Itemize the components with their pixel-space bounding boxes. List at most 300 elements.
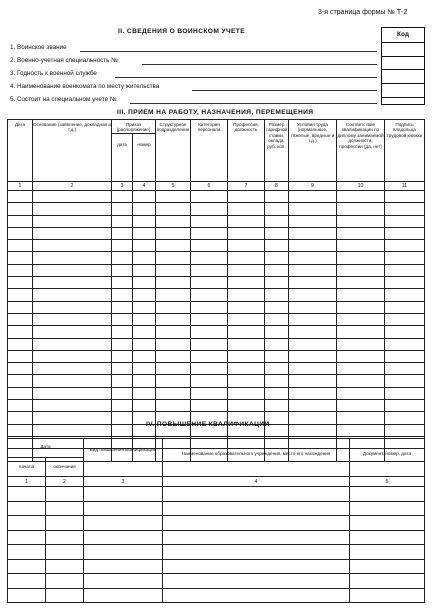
emp-entry-cell xyxy=(385,289,425,301)
emp-entry-cell xyxy=(8,289,33,301)
tr-table-row xyxy=(8,516,425,531)
emp-entry-cell xyxy=(133,375,156,387)
tr-entry-cell xyxy=(8,501,46,516)
emp-entry-cell xyxy=(385,350,425,362)
emp-entry-cell xyxy=(133,215,156,227)
emp-entry-cell xyxy=(33,289,112,301)
emp-entry-cell xyxy=(191,215,228,227)
emp-entry-cell xyxy=(265,277,289,289)
tr-table-row xyxy=(8,487,425,502)
emp-entry-cell xyxy=(265,240,289,252)
tr-entry-cell xyxy=(8,545,46,560)
emp-entry-cell xyxy=(385,375,425,387)
emp-column-number: 1 xyxy=(8,182,33,191)
tr-table-row xyxy=(8,545,425,560)
tr-entry-cell xyxy=(46,545,84,560)
emp-entry-cell xyxy=(289,338,337,350)
emp-column-number: 8 xyxy=(265,182,289,191)
tr-column-number: 2 xyxy=(46,477,84,487)
tr-entry-cell xyxy=(350,588,425,603)
emp-table-row xyxy=(8,350,425,362)
emp-entry-cell xyxy=(228,277,265,289)
emp-entry-cell xyxy=(33,240,112,252)
emp-entry-cell xyxy=(156,252,191,264)
emp-entry-cell xyxy=(33,301,112,313)
emp-table-row xyxy=(8,338,425,350)
emp-header-basis: Основание (заявление, докладная и т.д.) xyxy=(33,120,112,182)
emp-entry-cell xyxy=(265,375,289,387)
emp-entry-cell xyxy=(8,203,33,215)
tr-entry-cell xyxy=(350,559,425,574)
emp-entry-cell xyxy=(8,301,33,313)
emp-entry-cell xyxy=(8,313,33,325)
code-cell xyxy=(382,57,424,71)
emp-entry-cell xyxy=(191,203,228,215)
emp-entry-cell xyxy=(337,301,385,313)
emp-entry-cell xyxy=(265,387,289,399)
tr-header-end: окончания xyxy=(46,458,84,477)
emp-table-row xyxy=(8,313,425,325)
emp-column-number: 2 xyxy=(33,182,112,191)
emp-table-row xyxy=(8,215,425,227)
emp-entry-cell xyxy=(337,375,385,387)
emp-entry-cell xyxy=(133,313,156,325)
emp-entry-cell xyxy=(156,264,191,276)
emp-table-row xyxy=(8,375,425,387)
emp-entry-cell xyxy=(112,191,133,203)
emp-entry-cell xyxy=(228,375,265,387)
military-rank-label: 1. Воинское звание xyxy=(10,44,67,51)
tr-entry-cell xyxy=(46,588,84,603)
emp-entry-cell xyxy=(156,375,191,387)
emp-column-number: 6 xyxy=(191,182,228,191)
tr-column-number: 1 xyxy=(8,477,46,487)
emp-entry-cell xyxy=(133,387,156,399)
emp-entry-cell xyxy=(156,387,191,399)
emp-entry-cell xyxy=(289,375,337,387)
emp-entry-cell xyxy=(265,313,289,325)
emp-entry-cell xyxy=(8,215,33,227)
military-specialty-line xyxy=(142,64,377,65)
emp-entry-cell xyxy=(33,375,112,387)
emp-entry-cell xyxy=(289,227,337,239)
emp-entry-cell xyxy=(385,313,425,325)
emp-entry-cell xyxy=(337,326,385,338)
emp-entry-cell xyxy=(337,387,385,399)
emp-entry-cell xyxy=(8,191,33,203)
emp-table-row xyxy=(8,326,425,338)
emp-entry-cell xyxy=(191,350,228,362)
emp-entry-cell xyxy=(112,363,133,375)
emp-table-row xyxy=(8,289,425,301)
emp-entry-cell xyxy=(191,227,228,239)
emp-entry-cell xyxy=(133,264,156,276)
emp-entry-cell xyxy=(265,264,289,276)
emp-entry-cell xyxy=(228,240,265,252)
emp-entry-cell xyxy=(8,387,33,399)
tr-column-number: 5 xyxy=(350,477,425,487)
emp-entry-cell xyxy=(289,252,337,264)
tr-entry-cell xyxy=(84,559,163,574)
emp-entry-cell xyxy=(112,424,133,436)
emp-entry-cell xyxy=(265,289,289,301)
emp-header-conditions: Условия труда (нормальные, тяжелые, вредные и т.д.) xyxy=(289,120,337,182)
emp-entry-cell xyxy=(133,240,156,252)
emp-entry-cell xyxy=(112,277,133,289)
emp-entry-cell xyxy=(33,215,112,227)
emp-entry-cell xyxy=(112,240,133,252)
emp-column-number: 10 xyxy=(337,182,385,191)
emp-entry-cell xyxy=(133,203,156,215)
emp-entry-cell xyxy=(337,400,385,412)
emp-entry-cell xyxy=(337,363,385,375)
emp-entry-cell xyxy=(133,350,156,362)
emp-entry-cell xyxy=(337,203,385,215)
emp-entry-cell xyxy=(112,350,133,362)
tr-entry-cell xyxy=(84,516,163,531)
tr-table-row xyxy=(8,559,425,574)
emp-entry-cell xyxy=(228,252,265,264)
emp-column-number: 7 xyxy=(228,182,265,191)
emp-entry-cell xyxy=(33,264,112,276)
tr-entry-cell xyxy=(46,530,84,545)
emp-entry-cell xyxy=(289,264,337,276)
emp-entry-cell xyxy=(191,400,228,412)
emp-entry-cell xyxy=(191,277,228,289)
emp-entry-cell xyxy=(337,252,385,264)
emp-entry-cell xyxy=(191,252,228,264)
emp-entry-cell xyxy=(337,350,385,362)
emp-entry-cell xyxy=(337,191,385,203)
emp-entry-cell xyxy=(156,313,191,325)
emp-entry-cell xyxy=(228,264,265,276)
emp-entry-cell xyxy=(156,240,191,252)
emp-entry-cell xyxy=(337,227,385,239)
emp-entry-cell xyxy=(133,338,156,350)
employment-section-title: III. ПРИЕМ НА РАБОТУ, НАЗНАЧЕНИЯ, ПЕРЕМЕЩЕНИЯ xyxy=(117,109,314,116)
emp-entry-cell xyxy=(191,313,228,325)
emp-entry-cell xyxy=(191,191,228,203)
emp-entry-cell xyxy=(156,191,191,203)
emp-entry-cell xyxy=(385,264,425,276)
tr-entry-cell xyxy=(350,545,425,560)
emp-entry-cell xyxy=(289,203,337,215)
tr-entry-cell xyxy=(46,574,84,589)
tr-header-start: начала xyxy=(8,458,46,477)
emp-header-order-date: дата xyxy=(112,134,133,182)
emp-entry-cell xyxy=(265,215,289,227)
emp-entry-cell xyxy=(8,375,33,387)
emp-entry-cell xyxy=(265,350,289,362)
emp-table-row xyxy=(8,277,425,289)
emp-entry-cell xyxy=(33,191,112,203)
tr-column-number: 3 xyxy=(84,477,163,487)
tr-entry-cell xyxy=(8,516,46,531)
military-special-registry-line xyxy=(130,103,377,104)
emp-entry-cell xyxy=(385,338,425,350)
emp-table-row xyxy=(8,363,425,375)
tr-entry-cell xyxy=(8,559,46,574)
emp-entry-cell xyxy=(228,301,265,313)
emp-entry-cell xyxy=(337,277,385,289)
emp-entry-cell xyxy=(33,363,112,375)
military-fitness-label: 3. Годность к военной службе xyxy=(10,70,97,77)
tr-entry-cell xyxy=(84,530,163,545)
code-cell xyxy=(382,98,424,111)
emp-column-number: 3 xyxy=(112,182,133,191)
emp-entry-cell xyxy=(228,289,265,301)
code-cell xyxy=(382,43,424,57)
tr-table-row xyxy=(8,588,425,603)
emp-entry-cell xyxy=(133,363,156,375)
emp-entry-cell xyxy=(8,252,33,264)
tr-entry-cell xyxy=(8,574,46,589)
emp-entry-cell xyxy=(133,227,156,239)
tr-entry-cell xyxy=(8,530,46,545)
emp-entry-cell xyxy=(8,424,33,436)
military-office-line xyxy=(192,90,377,91)
emp-entry-cell xyxy=(337,338,385,350)
emp-table-row xyxy=(8,191,425,203)
emp-entry-cell xyxy=(33,203,112,215)
emp-entry-cell xyxy=(191,264,228,276)
tr-entry-cell xyxy=(350,530,425,545)
emp-entry-cell xyxy=(133,301,156,313)
emp-entry-cell xyxy=(385,301,425,313)
emp-entry-cell xyxy=(133,191,156,203)
emp-entry-cell xyxy=(156,350,191,362)
emp-entry-cell xyxy=(265,252,289,264)
emp-table-row xyxy=(8,387,425,399)
tr-entry-cell xyxy=(46,501,84,516)
military-special-registry-label: 5. Состоит на специальном учете № xyxy=(10,96,117,103)
emp-column-number: 4 xyxy=(133,182,156,191)
emp-entry-cell xyxy=(8,363,33,375)
emp-entry-cell xyxy=(337,215,385,227)
emp-entry-cell xyxy=(112,313,133,325)
military-section-title: II. СВЕДЕНИЯ О ВОИНСКОМ УЧЕТЕ xyxy=(118,28,246,35)
emp-entry-cell xyxy=(265,227,289,239)
emp-entry-cell xyxy=(156,400,191,412)
emp-entry-cell xyxy=(337,240,385,252)
emp-entry-cell xyxy=(265,400,289,412)
emp-entry-cell xyxy=(337,264,385,276)
emp-entry-cell xyxy=(385,277,425,289)
tr-entry-cell xyxy=(163,545,350,560)
emp-table-row xyxy=(8,252,425,264)
employment-table xyxy=(7,119,425,462)
military-fitness-line xyxy=(115,77,377,78)
emp-column-number: 11 xyxy=(385,182,425,191)
tr-entry-cell xyxy=(163,574,350,589)
emp-header-signature: Подпись владельца трудовой книжки xyxy=(385,120,425,182)
emp-entry-cell xyxy=(228,227,265,239)
tr-table-row xyxy=(8,501,425,516)
emp-table-row xyxy=(8,301,425,313)
emp-entry-cell xyxy=(385,424,425,436)
emp-entry-cell xyxy=(265,301,289,313)
page-reference: 3-я страница формы № Т-2 xyxy=(318,9,408,16)
emp-entry-cell xyxy=(112,301,133,313)
emp-entry-cell xyxy=(289,363,337,375)
emp-entry-cell xyxy=(112,338,133,350)
tr-header-date: Дата xyxy=(8,439,84,458)
emp-entry-cell xyxy=(8,412,33,424)
emp-entry-cell xyxy=(33,387,112,399)
emp-entry-cell xyxy=(228,387,265,399)
emp-header-unit: Структурное подразделение xyxy=(156,120,191,182)
military-office-label: 4. Наименование военкомата по месту жительства xyxy=(10,83,160,90)
emp-entry-cell xyxy=(289,301,337,313)
tr-entry-cell xyxy=(46,516,84,531)
emp-entry-cell xyxy=(133,289,156,301)
emp-entry-cell xyxy=(8,350,33,362)
emp-entry-cell xyxy=(8,400,33,412)
emp-header-rate: Размер тарифной ставки, оклада, руб. коп. xyxy=(265,120,289,182)
emp-entry-cell xyxy=(33,350,112,362)
emp-entry-cell xyxy=(8,264,33,276)
military-specialty-label: 2. Военно-учетная специальность № xyxy=(10,57,118,64)
emp-entry-cell xyxy=(337,412,385,424)
tr-entry-cell xyxy=(350,516,425,531)
emp-entry-cell xyxy=(112,289,133,301)
tr-entry-cell xyxy=(163,516,350,531)
emp-table-row xyxy=(8,264,425,276)
tr-entry-cell xyxy=(8,487,46,502)
emp-entry-cell xyxy=(133,400,156,412)
emp-entry-cell xyxy=(385,191,425,203)
emp-entry-cell xyxy=(265,191,289,203)
emp-entry-cell xyxy=(228,350,265,362)
tr-entry-cell xyxy=(350,501,425,516)
emp-entry-cell xyxy=(337,313,385,325)
emp-entry-cell xyxy=(289,350,337,362)
emp-entry-cell xyxy=(112,215,133,227)
emp-entry-cell xyxy=(289,240,337,252)
emp-entry-cell xyxy=(289,313,337,325)
code-cell xyxy=(382,84,424,98)
emp-entry-cell xyxy=(289,215,337,227)
emp-entry-cell xyxy=(112,203,133,215)
tr-entry-cell xyxy=(163,487,350,502)
emp-entry-cell xyxy=(289,424,337,436)
tr-entry-cell xyxy=(84,545,163,560)
emp-entry-cell xyxy=(33,252,112,264)
emp-entry-cell xyxy=(191,375,228,387)
code-cell xyxy=(382,70,424,84)
emp-entry-cell xyxy=(289,412,337,424)
emp-entry-cell xyxy=(191,363,228,375)
emp-entry-cell xyxy=(133,277,156,289)
emp-entry-cell xyxy=(385,215,425,227)
emp-table-row xyxy=(8,227,425,239)
emp-entry-cell xyxy=(8,338,33,350)
emp-entry-cell xyxy=(191,387,228,399)
emp-entry-cell xyxy=(191,338,228,350)
emp-entry-cell xyxy=(228,400,265,412)
emp-entry-cell xyxy=(33,400,112,412)
emp-entry-cell xyxy=(8,240,33,252)
emp-entry-cell xyxy=(112,252,133,264)
emp-entry-cell xyxy=(289,400,337,412)
emp-entry-cell xyxy=(228,338,265,350)
emp-entry-cell xyxy=(133,326,156,338)
emp-entry-cell xyxy=(33,227,112,239)
code-header: Код xyxy=(382,28,424,43)
emp-entry-cell xyxy=(265,363,289,375)
emp-entry-cell xyxy=(156,301,191,313)
emp-entry-cell xyxy=(8,227,33,239)
emp-entry-cell xyxy=(289,387,337,399)
training-section-title: IV. ПОВЫШЕНИЕ КВАЛИФИКАЦИИ xyxy=(146,421,270,428)
emp-column-number: 5 xyxy=(156,182,191,191)
emp-entry-cell xyxy=(337,289,385,301)
tr-entry-cell xyxy=(163,530,350,545)
emp-entry-cell xyxy=(156,227,191,239)
emp-entry-cell xyxy=(385,203,425,215)
emp-column-number: 9 xyxy=(289,182,337,191)
emp-entry-cell xyxy=(289,326,337,338)
emp-entry-cell xyxy=(265,326,289,338)
emp-entry-cell xyxy=(191,289,228,301)
emp-entry-cell xyxy=(289,191,337,203)
tr-entry-cell xyxy=(84,588,163,603)
tr-entry-cell xyxy=(84,487,163,502)
emp-entry-cell xyxy=(228,203,265,215)
tr-header-type: Вид повышения квалификации xyxy=(84,439,163,477)
tr-table-row xyxy=(8,574,425,589)
tr-entry-cell xyxy=(84,501,163,516)
emp-entry-cell xyxy=(112,227,133,239)
emp-entry-cell xyxy=(33,338,112,350)
tr-entry-cell xyxy=(350,574,425,589)
emp-entry-cell xyxy=(112,400,133,412)
emp-entry-cell xyxy=(228,215,265,227)
tr-entry-cell xyxy=(350,487,425,502)
emp-entry-cell xyxy=(385,387,425,399)
emp-entry-cell xyxy=(385,363,425,375)
emp-entry-cell xyxy=(156,326,191,338)
emp-entry-cell xyxy=(156,215,191,227)
emp-header-position: Профессия, должность xyxy=(228,120,265,182)
emp-entry-cell xyxy=(33,424,112,436)
emp-header-date: Дата xyxy=(8,120,33,182)
emp-entry-cell xyxy=(289,277,337,289)
emp-entry-cell xyxy=(8,326,33,338)
emp-entry-cell xyxy=(156,338,191,350)
emp-entry-cell xyxy=(156,277,191,289)
emp-entry-cell xyxy=(228,191,265,203)
emp-entry-cell xyxy=(385,227,425,239)
emp-entry-cell xyxy=(156,289,191,301)
training-table xyxy=(7,438,425,603)
tr-table-row xyxy=(8,530,425,545)
emp-entry-cell xyxy=(228,326,265,338)
emp-entry-cell xyxy=(289,289,337,301)
emp-entry-cell xyxy=(337,424,385,436)
emp-header-order-number: номер xyxy=(133,134,156,182)
emp-entry-cell xyxy=(385,326,425,338)
emp-entry-cell xyxy=(265,203,289,215)
emp-entry-cell xyxy=(228,313,265,325)
emp-entry-cell xyxy=(156,363,191,375)
tr-entry-cell xyxy=(84,574,163,589)
emp-entry-cell xyxy=(228,363,265,375)
emp-entry-cell xyxy=(33,412,112,424)
emp-entry-cell xyxy=(265,338,289,350)
emp-entry-cell xyxy=(33,277,112,289)
emp-entry-cell xyxy=(112,264,133,276)
